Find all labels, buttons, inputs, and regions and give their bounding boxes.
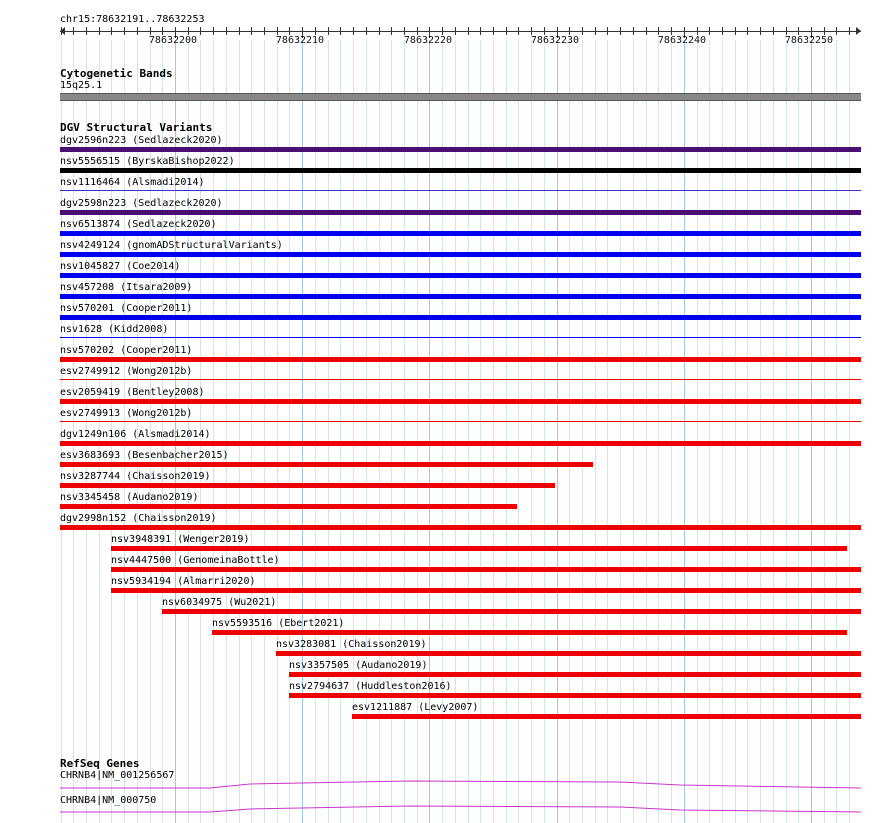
ruler-tick bbox=[468, 27, 469, 35]
ruler-tick bbox=[73, 27, 74, 35]
grid-line bbox=[658, 40, 659, 823]
ruler-tick bbox=[671, 27, 672, 35]
variant-bar[interactable] bbox=[111, 588, 861, 593]
ruler-tick bbox=[786, 27, 787, 35]
ruler-tick bbox=[836, 27, 837, 35]
refseq-track-title: RefSeq Genes bbox=[60, 757, 140, 770]
grid-line bbox=[277, 40, 278, 823]
grid-line bbox=[302, 40, 303, 823]
variant-bar[interactable] bbox=[60, 252, 861, 257]
ruler-tick bbox=[582, 27, 583, 35]
variant-bar[interactable] bbox=[60, 379, 861, 380]
ruler-tick bbox=[747, 27, 748, 35]
ruler-tick bbox=[493, 27, 494, 35]
variant-bar[interactable] bbox=[60, 147, 861, 152]
ruler-tick bbox=[162, 27, 163, 35]
ruler-tick bbox=[544, 27, 545, 35]
variant-label: nsv570202 (Cooper2011) bbox=[60, 345, 193, 356]
grid-line bbox=[518, 40, 519, 823]
ruler-tick bbox=[480, 27, 481, 35]
variant-bar[interactable] bbox=[60, 294, 861, 299]
variant-label: esv1211887 (Levy2007) bbox=[352, 702, 479, 713]
ruler-tick bbox=[200, 27, 201, 35]
ruler-tick bbox=[61, 27, 62, 35]
ruler-tick bbox=[646, 27, 647, 35]
grid-line bbox=[786, 40, 787, 823]
variant-bar[interactable] bbox=[276, 651, 861, 656]
variant-label: nsv5934194 (Almarri2020) bbox=[111, 576, 256, 587]
ruler-tick bbox=[658, 27, 659, 35]
ruler-tick-label: 78632220 bbox=[403, 35, 453, 46]
grid-line bbox=[493, 40, 494, 823]
ruler-tick bbox=[213, 27, 214, 35]
grid-line bbox=[646, 40, 647, 823]
variant-bar[interactable] bbox=[60, 273, 861, 278]
grid-line bbox=[239, 40, 240, 823]
grid-line bbox=[709, 40, 710, 823]
ruler-tick bbox=[518, 27, 519, 35]
ruler-tick bbox=[569, 27, 570, 35]
variant-bar[interactable] bbox=[162, 609, 861, 614]
ruler-tick bbox=[277, 27, 278, 35]
ruler-tick bbox=[773, 27, 774, 35]
variant-label: nsv3287744 (Chaisson2019) bbox=[60, 471, 211, 482]
grid-line bbox=[251, 40, 252, 823]
ruler-tick-label: 78632250 bbox=[784, 35, 834, 46]
grid-line bbox=[760, 40, 761, 823]
grid-line bbox=[684, 40, 685, 823]
grid-line bbox=[620, 40, 621, 823]
grid-line bbox=[722, 40, 723, 823]
variant-label: nsv3948391 (Wenger2019) bbox=[111, 534, 250, 545]
ruler-tick bbox=[709, 27, 710, 35]
variant-label: esv3683693 (Besenbacher2015) bbox=[60, 450, 229, 461]
ruler-tick-label: 78632240 bbox=[657, 35, 707, 46]
grid-line bbox=[480, 40, 481, 823]
ruler-tick bbox=[798, 27, 799, 35]
grid-line bbox=[340, 40, 341, 823]
variant-bar[interactable] bbox=[60, 190, 861, 191]
variant-label: dgv2598n223 (Sedlazeck2020) bbox=[60, 198, 223, 209]
ruler-right-arrow-icon bbox=[856, 27, 861, 35]
variant-bar[interactable] bbox=[60, 421, 861, 422]
variant-label: nsv3357505 (Audano2019) bbox=[289, 660, 428, 671]
variant-bar[interactable] bbox=[60, 231, 861, 236]
ruler-tick bbox=[404, 27, 405, 35]
variant-bar[interactable] bbox=[289, 672, 861, 677]
ruler-tick bbox=[391, 27, 392, 35]
grid-line bbox=[747, 40, 748, 823]
grid-line bbox=[836, 40, 837, 823]
variant-label: nsv4249124 (gnomADStructuralVariants) bbox=[60, 240, 283, 251]
variant-label: dgv2998n152 (Chaisson2019) bbox=[60, 513, 217, 524]
ruler-tick bbox=[506, 27, 507, 35]
grid-line bbox=[328, 40, 329, 823]
variant-bar[interactable] bbox=[60, 210, 861, 215]
grid-line bbox=[531, 40, 532, 823]
ruler-tick bbox=[442, 27, 443, 35]
variant-label: nsv6513874 (Sedlazeck2020) bbox=[60, 219, 217, 230]
variant-bar[interactable] bbox=[60, 337, 861, 338]
ruler-tick bbox=[531, 27, 532, 35]
variant-bar[interactable] bbox=[60, 315, 861, 320]
variant-bar[interactable] bbox=[60, 168, 861, 173]
variant-bar[interactable] bbox=[60, 525, 861, 530]
variant-label: esv2749913 (Wong2012b) bbox=[60, 408, 193, 419]
ruler-tick bbox=[633, 27, 634, 35]
variant-bar[interactable] bbox=[60, 483, 555, 488]
variant-bar[interactable] bbox=[352, 714, 861, 719]
variant-label: esv2749912 (Wong2012b) bbox=[60, 366, 193, 377]
ruler-tick bbox=[239, 27, 240, 35]
variant-label: nsv3283081 (Chaisson2019) bbox=[276, 639, 427, 650]
grid-line bbox=[798, 40, 799, 823]
ruler-tick bbox=[188, 27, 189, 35]
variant-label: nsv2794637 (Huddleston2016) bbox=[289, 681, 452, 692]
gene-label: CHRNB4|NM_000750 bbox=[60, 795, 157, 806]
grid-line bbox=[506, 40, 507, 823]
gene-transcript[interactable] bbox=[60, 778, 861, 790]
variant-label: nsv1116464 (Alsmadi2014) bbox=[60, 177, 205, 188]
ruler-tick bbox=[251, 27, 252, 35]
ruler-tick-label: 78632230 bbox=[530, 35, 580, 46]
ruler-tick bbox=[315, 27, 316, 35]
grid-line bbox=[633, 40, 634, 823]
grid-line bbox=[544, 40, 545, 823]
variant-bar[interactable] bbox=[60, 441, 861, 446]
variant-label: dgv1249n106 (Alsmadi2014) bbox=[60, 429, 211, 440]
variant-label: nsv5593516 (Ebert2021) bbox=[212, 618, 345, 629]
grid-line bbox=[811, 40, 812, 823]
variant-label: dgv2596n223 (Sedlazeck2020) bbox=[60, 135, 223, 146]
variant-bar[interactable] bbox=[60, 462, 593, 467]
location-label: chr15:78632191..78632253 bbox=[60, 14, 205, 25]
ruler-tick bbox=[379, 27, 380, 35]
variant-label: nsv4447500 (GenomeinaBottle) bbox=[111, 555, 280, 566]
ruler-tick bbox=[455, 27, 456, 35]
grid-line bbox=[595, 40, 596, 823]
grid-line bbox=[582, 40, 583, 823]
ruler-tick bbox=[595, 27, 596, 35]
grid-line bbox=[289, 40, 290, 823]
variant-bar[interactable] bbox=[289, 693, 861, 698]
ruler-tick bbox=[417, 27, 418, 35]
ruler-tick bbox=[824, 27, 825, 35]
variant-bar[interactable] bbox=[60, 399, 861, 404]
ruler-tick bbox=[760, 27, 761, 35]
ruler-tick bbox=[137, 27, 138, 35]
ruler-tick bbox=[620, 27, 621, 35]
ruler-tick bbox=[150, 27, 151, 35]
ruler-tick bbox=[111, 27, 112, 35]
grid-line bbox=[607, 40, 608, 823]
grid-line bbox=[849, 40, 850, 823]
variant-label: nsv1628 (Kidd2008) bbox=[60, 324, 169, 335]
gene-transcript[interactable] bbox=[60, 803, 861, 815]
cytoband-label: 15q25.1 bbox=[60, 80, 103, 91]
ruler-tick bbox=[340, 27, 341, 35]
variant-label: nsv5556515 (ByrskaBishop2022) bbox=[60, 156, 235, 167]
ruler-tick-label: 78632200 bbox=[148, 35, 198, 46]
ruler-tick bbox=[289, 27, 290, 35]
variant-bar[interactable] bbox=[212, 630, 847, 635]
ruler-tick bbox=[849, 27, 850, 35]
ruler-tick bbox=[353, 27, 354, 35]
ruler-tick bbox=[735, 27, 736, 35]
ruler-tick bbox=[99, 27, 100, 35]
ruler-axis bbox=[60, 31, 861, 32]
cytoband-track-title: Cytogenetic Bands bbox=[60, 67, 173, 80]
variant-bar[interactable] bbox=[111, 546, 847, 551]
ruler-tick bbox=[722, 27, 723, 35]
ruler-tick bbox=[328, 27, 329, 35]
variant-label: nsv1045827 (Coe2014) bbox=[60, 261, 181, 272]
grid-line bbox=[569, 40, 570, 823]
variant-bar[interactable] bbox=[60, 504, 517, 509]
grid-line bbox=[671, 40, 672, 823]
grid-line bbox=[773, 40, 774, 823]
cytoband-bar[interactable] bbox=[60, 93, 861, 101]
variant-label: esv2059419 (Bentley2008) bbox=[60, 387, 205, 398]
ruler-tick bbox=[607, 27, 608, 35]
variant-bar[interactable] bbox=[60, 357, 861, 362]
grid-line bbox=[824, 40, 825, 823]
ruler-tick bbox=[697, 27, 698, 35]
ruler-tick bbox=[86, 27, 87, 35]
ruler-tick bbox=[226, 27, 227, 35]
ruler-tick bbox=[124, 27, 125, 35]
grid-line bbox=[264, 40, 265, 823]
variant-label: nsv6034975 (Wu2021) bbox=[162, 597, 277, 608]
grid-line bbox=[315, 40, 316, 823]
ruler-tick-label: 78632210 bbox=[275, 35, 325, 46]
variant-label: nsv570201 (Cooper2011) bbox=[60, 303, 193, 314]
ruler-tick bbox=[366, 27, 367, 35]
gene-label: CHRNB4|NM_001256567 bbox=[60, 770, 175, 781]
grid-line bbox=[557, 40, 558, 823]
dgv-track-title: DGV Structural Variants bbox=[60, 121, 213, 134]
grid-line bbox=[735, 40, 736, 823]
variant-label: nsv3345458 (Audano2019) bbox=[60, 492, 199, 503]
variant-bar[interactable] bbox=[111, 567, 861, 572]
grid-line bbox=[697, 40, 698, 823]
variant-label: nsv457208 (Itsara2009) bbox=[60, 282, 193, 293]
ruler-tick bbox=[264, 27, 265, 35]
